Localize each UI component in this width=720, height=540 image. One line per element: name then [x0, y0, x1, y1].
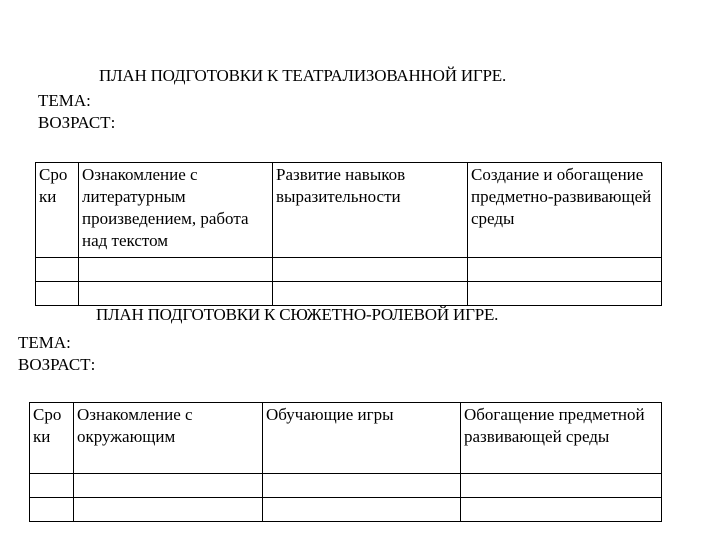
table-row: [30, 474, 662, 498]
header-text: Обучающие игры: [266, 405, 394, 424]
header-text: Создание и обогащение предметно-развивающей среды: [471, 165, 652, 228]
table-cell: [273, 282, 468, 306]
header-cell-srok: [30, 403, 74, 474]
table-cell: [263, 498, 461, 522]
header-cell-surroundings: [74, 403, 263, 474]
header-text: Ознакомление с литературным произведением, работа над текстом: [82, 165, 249, 250]
table-cell: [468, 282, 662, 306]
section2-plan-table: [29, 402, 662, 522]
header-cell-environment: [461, 403, 662, 474]
section2-meta: [18, 332, 95, 376]
section1-plan-table: [35, 162, 662, 306]
table-cell: [273, 258, 468, 282]
table-cell: [79, 258, 273, 282]
header-cell-literature: [79, 163, 273, 258]
table-header-row: [30, 403, 662, 474]
table-cell: [36, 282, 79, 306]
section1-meta: [38, 90, 115, 134]
header-text: Сро ки: [33, 405, 62, 446]
header-cell-srok: [36, 163, 79, 258]
table-row: [36, 258, 662, 282]
header-cell-environment: [468, 163, 662, 258]
header-text: Обогащение предметной развивающей среды: [464, 405, 645, 446]
table-cell: [468, 258, 662, 282]
section2-tema-label: ТЕМА:: [18, 333, 71, 352]
table-cell: [36, 258, 79, 282]
table-header-row: [36, 163, 662, 258]
header-cell-expressiveness: [273, 163, 468, 258]
table-cell: [461, 474, 662, 498]
table-cell: [30, 474, 74, 498]
section2-title: ПЛАН ПОДГОТОВКИ К СЮЖЕТНО-РОЛЕВОЙ ИГРЕ.: [96, 305, 499, 324]
header-cell-learning-games: [263, 403, 461, 474]
section1-vozrast-label: ВОЗРАСТ:: [38, 113, 116, 132]
header-text: Развитие навыков выразительности: [276, 165, 406, 206]
table-row: [30, 498, 662, 522]
section2-vozrast-label: ВОЗРАСТ:: [18, 355, 96, 374]
table-cell: [74, 498, 263, 522]
section1-title: ПЛАН ПОДГОТОВКИ К ТЕАТРАЛИЗОВАННОЙ ИГРЕ.: [99, 66, 507, 85]
table-cell: [263, 474, 461, 498]
table-row: [36, 282, 662, 306]
table-cell: [79, 282, 273, 306]
table-cell: [461, 498, 662, 522]
table-cell: [30, 498, 74, 522]
table-cell: [74, 474, 263, 498]
section1-tema-label: ТЕМА:: [38, 91, 91, 110]
header-text: Ознакомление с окружающим: [77, 405, 193, 446]
header-text: Сро ки: [39, 165, 68, 206]
